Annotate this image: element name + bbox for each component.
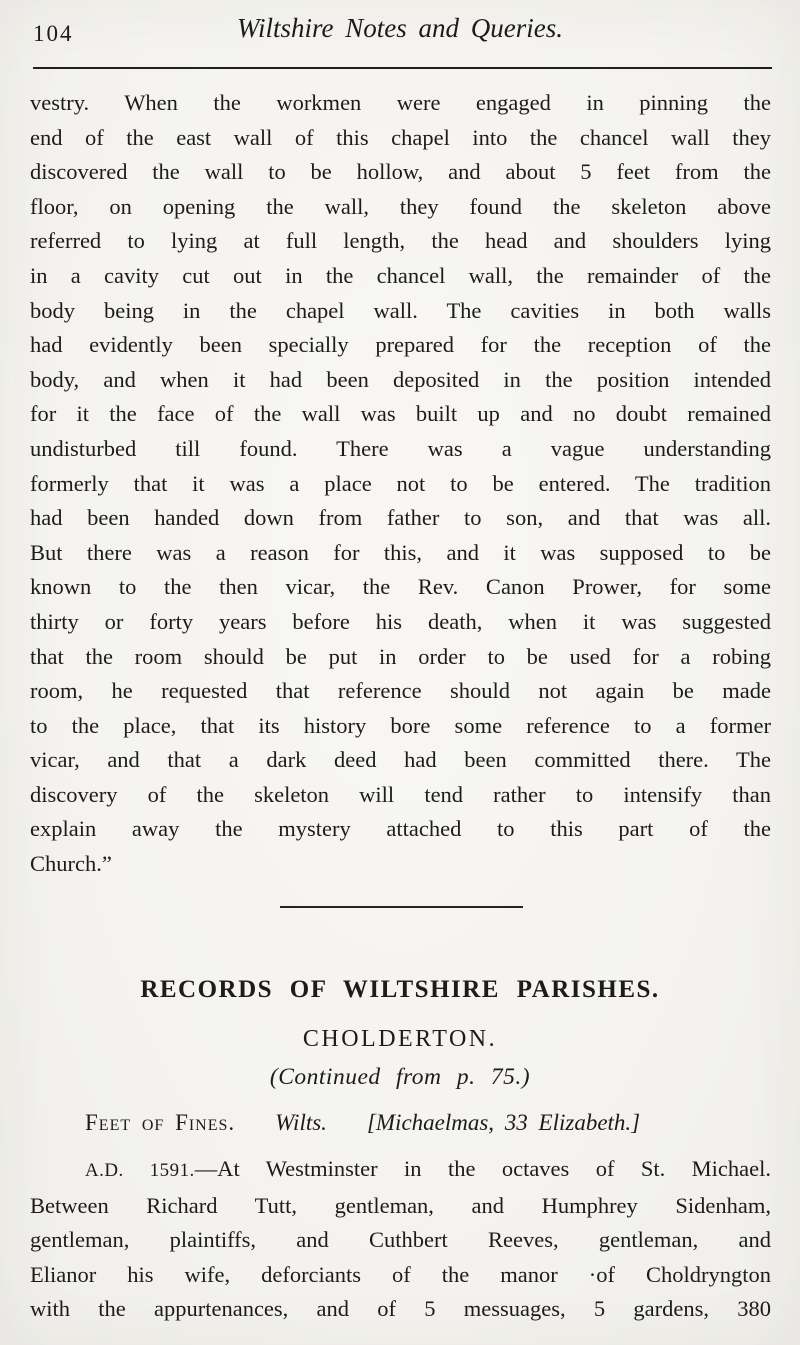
page-number: 104 <box>33 21 74 46</box>
text-line: Between Richard Tutt, gentleman, and Humphrey Sidenham, <box>30 1192 771 1218</box>
text-line-rest: —At Westminster in the octaves of St. Michael. <box>194 1156 771 1181</box>
text-line: But there was a reason for this, and it was supposed to be <box>30 539 771 565</box>
fines-term: [Michaelmas, 33 Elizabeth.] <box>366 1110 641 1135</box>
fines-label: Feet of Fines. <box>85 1110 236 1135</box>
running-title: Wiltshire Notes and Queries. <box>237 13 563 43</box>
anno-domini-label: A.D. 1591. <box>85 1160 195 1181</box>
text-line: thirty or forty years before his death, when it was suggested <box>30 608 771 634</box>
text-line: Church.” <box>30 851 112 877</box>
continued-note: (Continued from p. 75.) <box>269 1064 531 1090</box>
section-heading: RECORDS OF WILTSHIRE PARISHES. <box>140 976 660 1003</box>
text-line: body, and when it had been deposited in the position intended <box>30 366 771 392</box>
text-line: for it the face of the wall was built up and no doubt remained <box>30 401 771 427</box>
text-line: floor, on opening the wall, they found the skeleton above <box>30 193 771 219</box>
text-line: end of the east wall of this chapel into the chancel wall they <box>30 124 771 150</box>
text-line: known to the then vicar, the Rev. Canon Prower, for some <box>30 574 771 600</box>
text-line: with the appurtenances, and of 5 messuages, 5 gardens, 380 <box>30 1296 771 1322</box>
text-line: Elianor his wife, deforciants of the manor ·of Choldryngton <box>30 1261 771 1287</box>
section-divider <box>280 906 523 908</box>
text-line: had evidently been specially prepared for the reception of the <box>30 332 771 358</box>
fines-county: Wilts. <box>275 1110 327 1135</box>
text-line <box>30 1152 771 1189</box>
text-line: vicar, and that a dark deed had been committed there. The <box>30 747 771 773</box>
text-line: had been handed down from father to son, and that was all. <box>30 505 771 531</box>
text-line: gentleman, plaintiffs, and Cuthbert Reeves, gentleman, and <box>30 1227 771 1253</box>
text-line: in a cavity cut out in the chancel wall, the remainder of the <box>30 262 771 288</box>
main-paragraph <box>30 86 771 882</box>
text-line: undisturbed till found. There was a vague understanding <box>30 435 771 461</box>
text-line: room, he requested that reference should not again be made <box>30 678 771 704</box>
feet-of-fines-line <box>85 1110 640 1136</box>
text-line: explain away the mystery attached to this part of the <box>30 816 771 842</box>
text-line: discovery of the skeleton will tend rather to intensify than <box>30 781 771 807</box>
text-line: formerly that it was a place not to be entered. The tradition <box>30 470 771 496</box>
text-line: vestry. When the workmen were engaged in pinning the <box>30 90 771 115</box>
text-line: discovered the wall to be hollow, and about 5 feet from the <box>30 159 771 185</box>
text-line: to the place, that its history bore some reference to a former <box>30 712 771 738</box>
header-rule <box>33 67 772 69</box>
fine-paragraph <box>30 1152 771 1327</box>
parish-heading: CHOLDERTON. <box>302 1026 498 1052</box>
text-line: that the room should be put in order to be used for a robing <box>30 643 771 669</box>
text-line: body being in the chapel wall. The cavities in both walls <box>30 297 771 323</box>
text-line: referred to lying at full length, the head and shoulders lying <box>30 228 771 254</box>
